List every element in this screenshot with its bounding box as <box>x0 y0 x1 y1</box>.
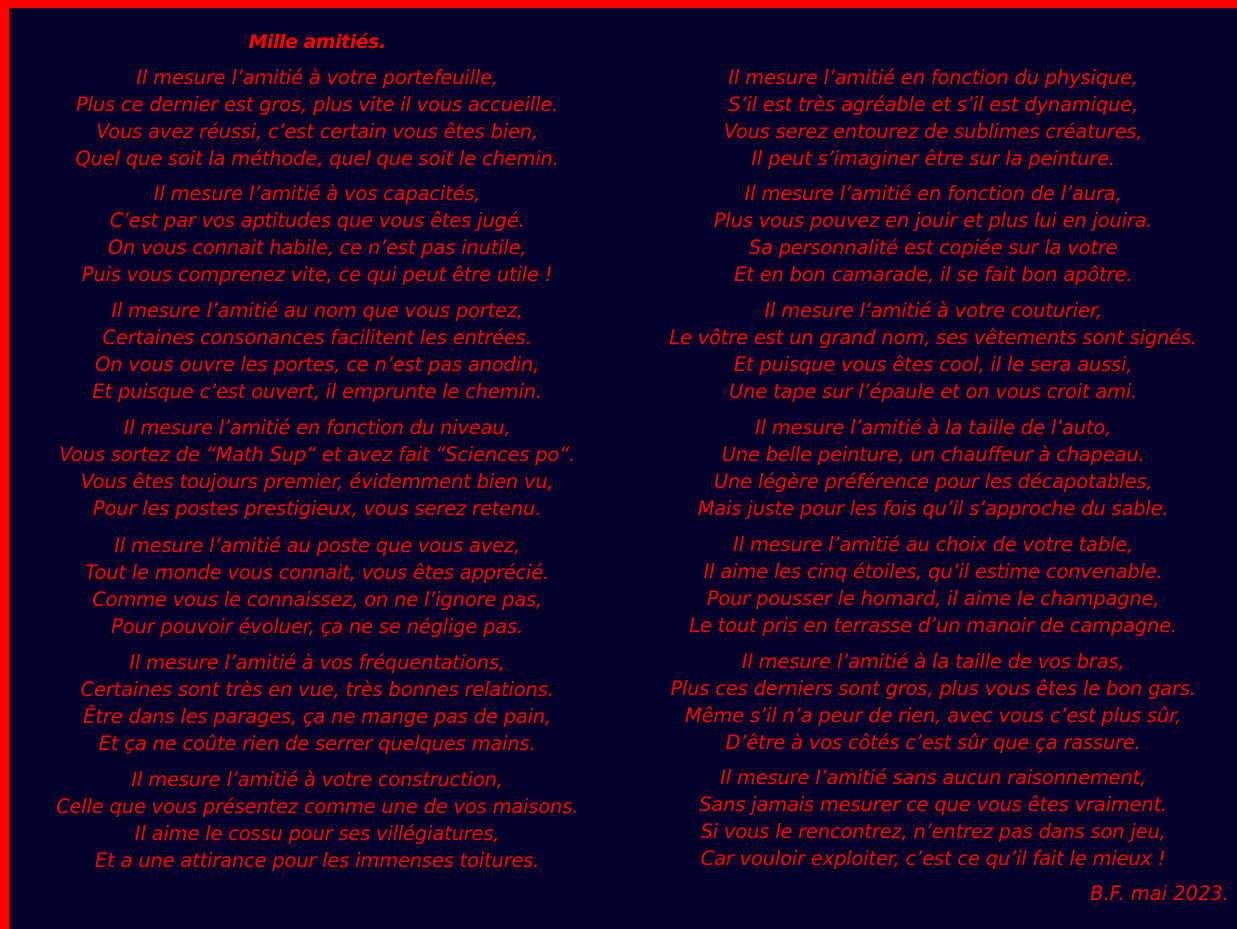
verse-line: Il mesure l’amitié à vos capacités, <box>153 182 481 205</box>
verse-line: Il mesure l’amitié au nom que vous portez, <box>111 299 523 322</box>
verse-line: On vous ouvre les portes, ce n’est pas anodin, <box>95 353 539 376</box>
verse-line: Il mesure l’amitié à la taille de l’auto, <box>754 416 1112 439</box>
verse-line: Mais juste pour les fois qu’il s’approche du sable. <box>697 497 1169 520</box>
signature: B.F. mai 2023. <box>1089 882 1229 905</box>
verse-line: Et puisque c’est ouvert, il emprunte le chemin. <box>92 380 542 403</box>
stanza <box>27 180 607 288</box>
verse-line: Il mesure l’amitié à votre couturier, <box>764 299 1102 322</box>
verse-line: Il mesure l’amitié en fonction de l’aura, <box>744 182 1122 205</box>
verse-line: Plus vous pouvez en jouir et plus lui en jouira. <box>713 209 1153 232</box>
verse-line: Pour pouvoir évoluer, ça ne se néglige pas. <box>111 615 523 638</box>
stanza <box>27 649 607 757</box>
verse-line: Il mesure l’amitié à vos fréquentations, <box>129 651 505 674</box>
verse-line: Sa personnalité est copiée sur la votre <box>748 236 1118 259</box>
stanza <box>643 297 1223 405</box>
stanza <box>643 64 1223 172</box>
verse-line: Quel que soit la méthode, quel que soit le chemin. <box>75 147 559 170</box>
verse-line: Si vous le rencontrez, n’entrez pas dans son jeu, <box>700 820 1166 843</box>
verse-line: Être dans les parages, ça ne mange pas de pain, <box>83 705 551 728</box>
verse-line: Et en bon camarade, il se fait bon apôtre. <box>734 263 1132 286</box>
verse-line: Plus ces derniers sont gros, plus vous êtes le bon gars. <box>670 677 1196 700</box>
verse-line: S’il est très agréable et s’il est dynamique, <box>728 93 1138 116</box>
verse-line: Il mesure l’amitié au poste que vous avez, <box>114 534 520 557</box>
stanza <box>27 414 607 522</box>
stanza <box>643 531 1223 639</box>
verse-line: Sans jamais mesurer ce que vous êtes vraiment. <box>699 793 1167 816</box>
stanza <box>27 766 607 874</box>
verse-line: Tout le monde vous connait, vous êtes apprécié. <box>85 561 549 584</box>
verse-line: Il mesure l’amitié au choix de votre table, <box>733 533 1133 556</box>
verse-line: Vous êtes toujours premier, évidemment bien vu, <box>80 470 554 493</box>
verse-line: Le tout pris en terrasse d’un manoir de campagne. <box>689 614 1177 637</box>
verse-line: Il mesure l’amitié à votre portefeuille, <box>136 66 498 89</box>
stanza <box>643 414 1223 522</box>
verse-line: Certaines sont très en vue, très bonnes relations. <box>80 678 554 701</box>
verse-line: Et a une attirance pour les immenses toitures. <box>94 849 540 872</box>
verse-line: Vous sortez de “Math Sup“ et avez fait “Sciences po“. <box>59 443 575 466</box>
verse-line: Une belle peinture, un chauffeur à chapeau. <box>721 443 1145 466</box>
stanza <box>27 532 607 640</box>
stanza <box>27 64 607 172</box>
verse-line: Et ça ne coûte rien de serrer quelques mains. <box>98 732 536 755</box>
verse-line: Vous serez entourez de sublimes créatures, <box>723 120 1143 143</box>
verse-line: Certaines consonances facilitent les entrées. <box>102 326 532 349</box>
verse-line: Une légère préférence pour les décapotables, <box>713 470 1153 493</box>
verse-line: Même s’il n’a peur de rien, avec vous c’est plus sûr, <box>684 704 1182 727</box>
verse-line: Pour les postes prestigieux, vous serez retenu. <box>92 497 542 520</box>
verse-line: Car vouloir exploiter, c’est ce qu’il fait le mieux ! <box>700 847 1166 870</box>
verse-line: Il mesure l’amitié à la taille de vos bras, <box>741 650 1125 673</box>
verse-line: Vous avez réussi, c’est certain vous êtes bien, <box>96 120 538 143</box>
verse-line: Il peut s’imaginer être sur la peinture. <box>751 147 1115 170</box>
verse-line: Pour pousser le homard, il aime le champagne, <box>706 587 1160 610</box>
verse-line: Il aime le cossu pour ses villégiatures, <box>134 822 500 845</box>
stanza <box>643 180 1223 288</box>
verse-line: Plus ce dernier est gros, plus vite il vous accueille. <box>75 93 558 116</box>
verse-line: Il aime les cinq étoiles, qu’il estime convenable. <box>703 560 1163 583</box>
verse-line: Il mesure l’amitié en fonction du physique, <box>728 66 1138 89</box>
verse-line: D’être à vos côtés c’est sûr que ça rassure. <box>725 731 1141 754</box>
verse-line: Il mesure l’amitié sans aucun raisonnement, <box>720 766 1146 789</box>
poem-title: Mille amitiés. <box>248 31 386 53</box>
verse-line: Il mesure l’amitié en fonction du niveau, <box>123 416 511 439</box>
verse-line: C’est par vos aptitudes que vous êtes jugé. <box>109 209 525 232</box>
verse-line: Une tape sur l’épaule et on vous croit ami. <box>728 380 1138 403</box>
verse-line: Celle que vous présentez comme une de vos maisons. <box>55 795 579 818</box>
poem-page <box>9 8 1237 929</box>
verse-line: On vous connait habile, ce n’est pas inutile, <box>107 236 527 259</box>
stanza <box>643 764 1223 872</box>
verse-line: Le vôtre est un grand nom, ses vêtements sont signés. <box>669 326 1197 349</box>
stanza <box>27 297 607 405</box>
verse-line: Comme vous le connaissez, on ne l’ignore pas, <box>92 588 542 611</box>
verse-line: Puis vous comprenez vite, ce qui peut être utile ! <box>81 263 553 286</box>
verse-line: Et puisque vous êtes cool, il le sera aussi, <box>733 353 1133 376</box>
stanza <box>643 648 1223 756</box>
verse-line: Il mesure l’amitié à votre construction, <box>131 768 503 791</box>
